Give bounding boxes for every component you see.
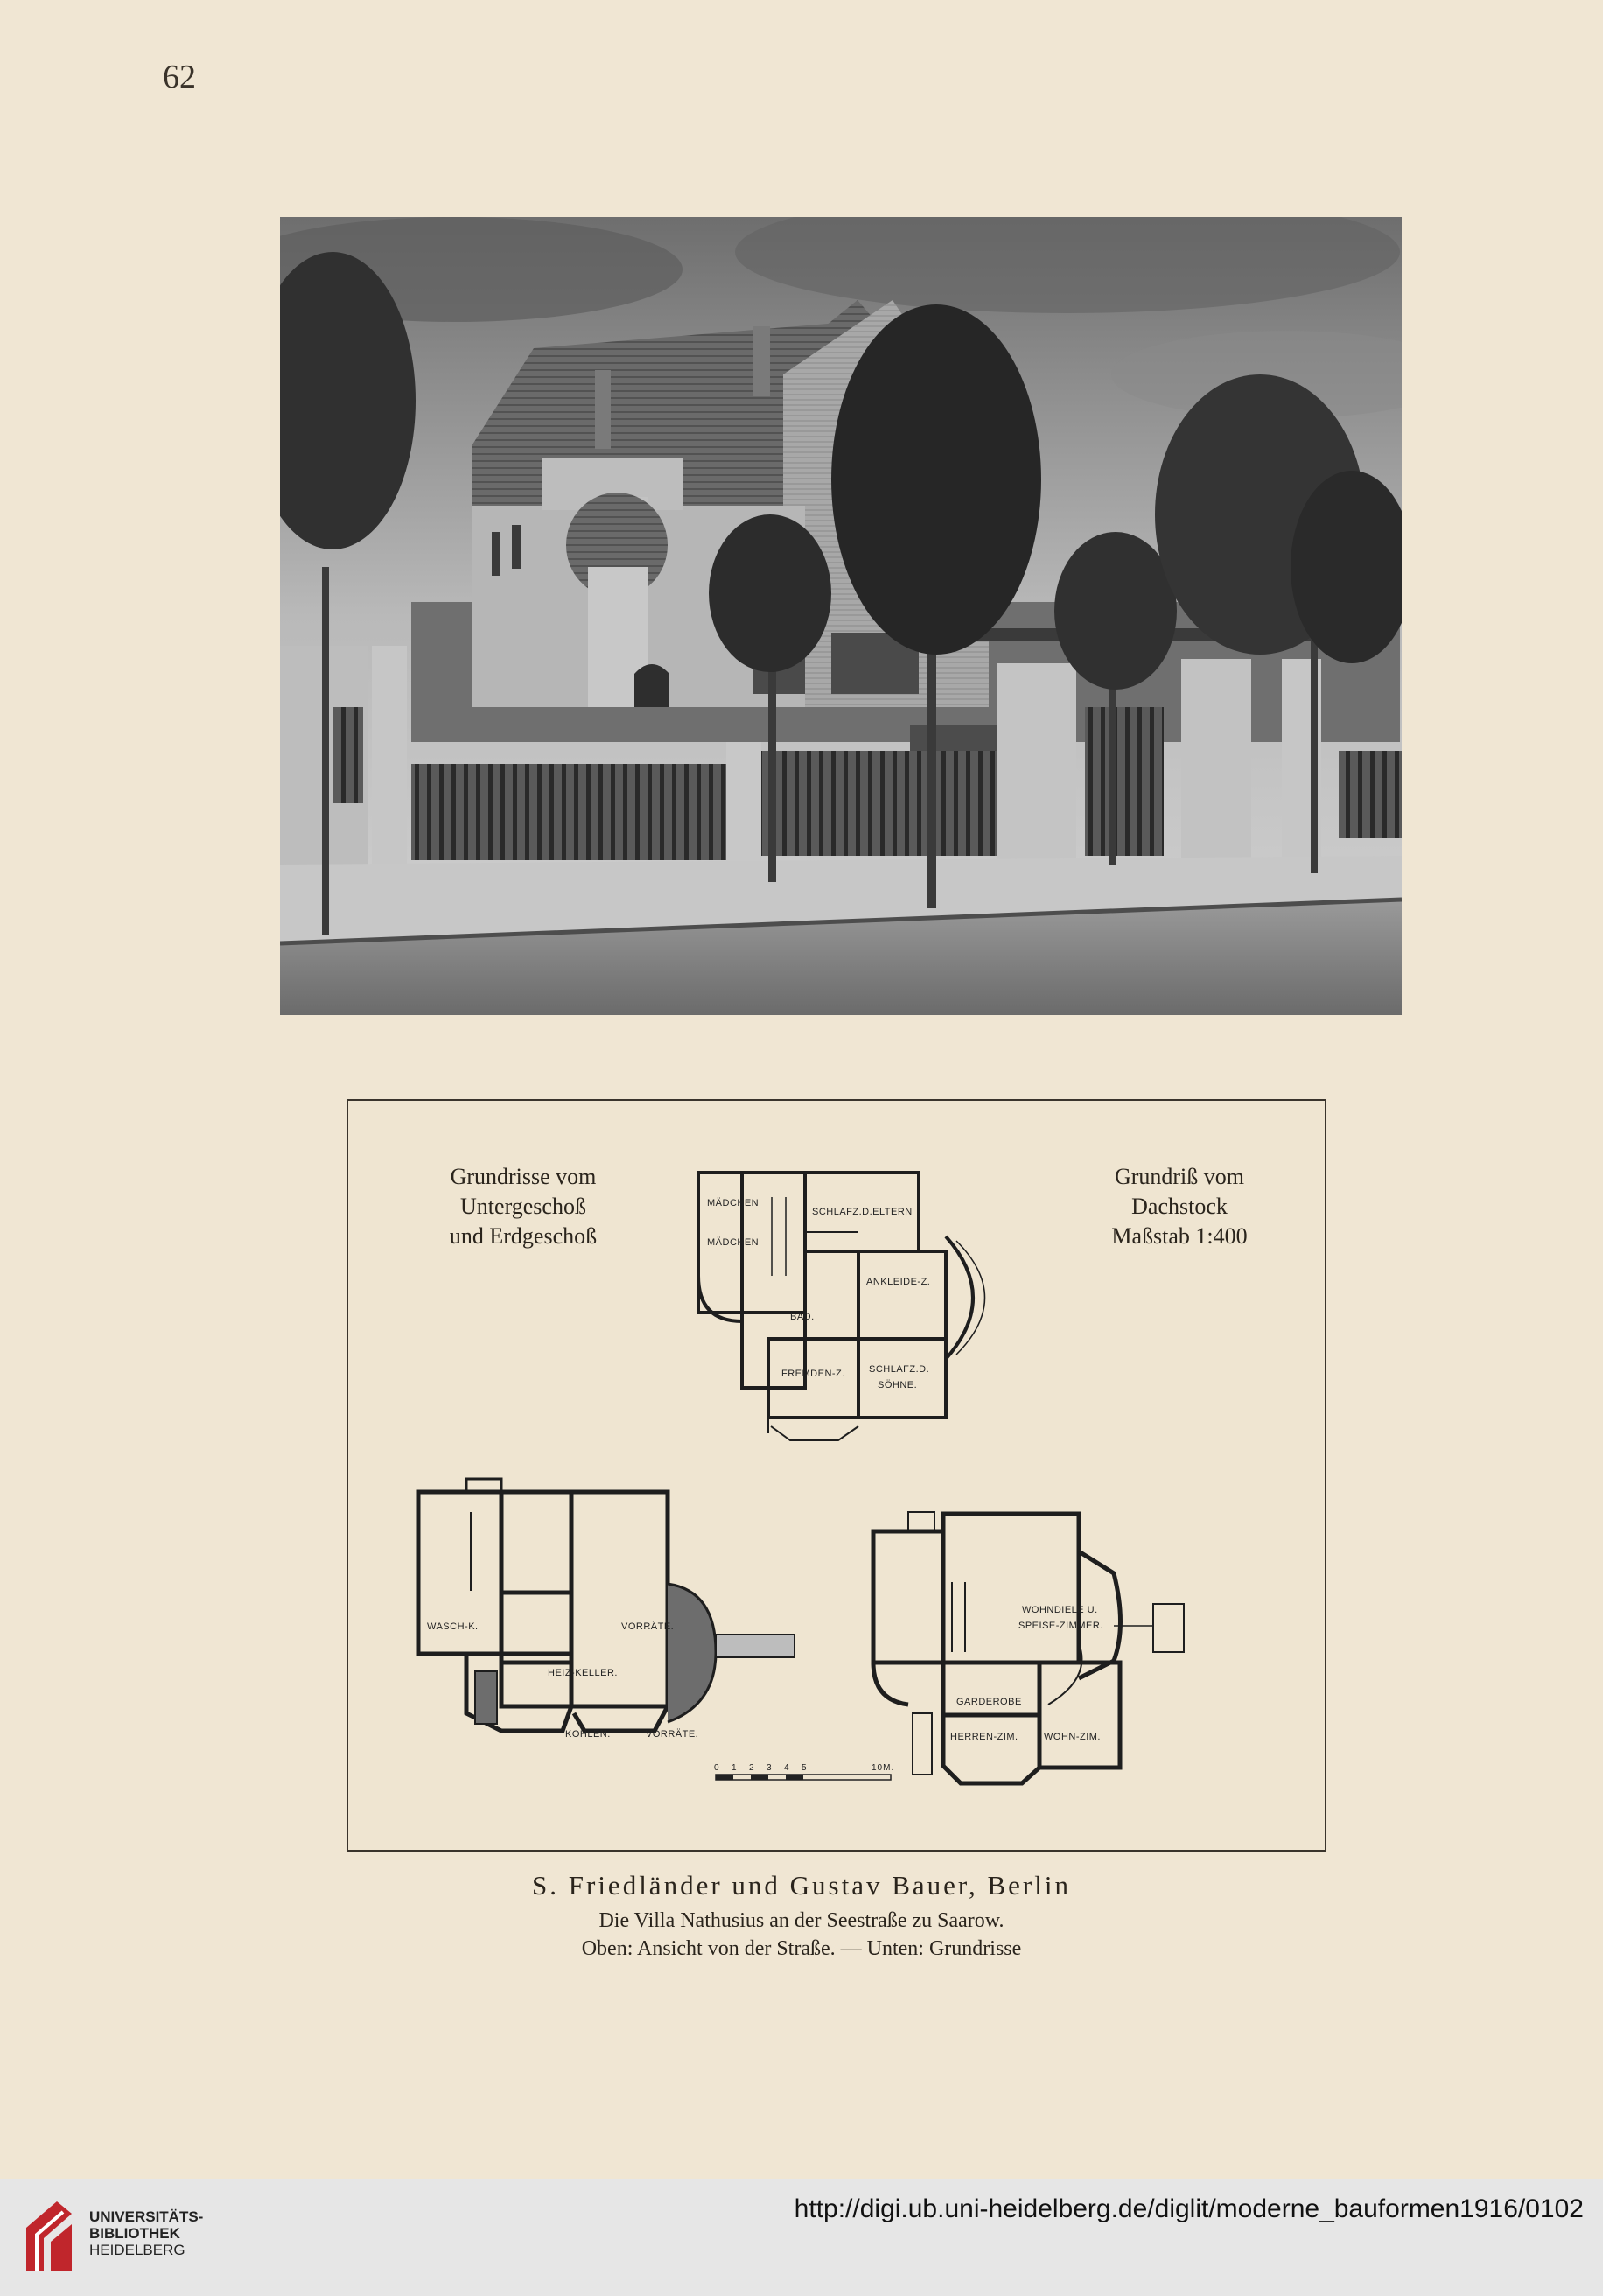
room-label: KOHLEN.: [565, 1729, 611, 1740]
room-label: VORRÄTE.: [621, 1621, 675, 1632]
room-label: MÄDCHEN: [707, 1237, 760, 1248]
room-label: SÖHNE.: [878, 1380, 918, 1390]
room-label: SCHLAFZ.D.: [869, 1364, 930, 1375]
scale-tick-label: 10M.: [872, 1763, 895, 1773]
library-name: [89, 2208, 203, 2258]
page-number: 62: [163, 59, 196, 95]
library-name-line: UNIVERSITÄTS-: [89, 2208, 204, 2225]
caption-architects: S. Friedländer und Gustav Bauer, Berlin: [532, 1870, 1071, 1900]
caption-line: Grundriß vom: [1114, 1164, 1245, 1189]
floor-plan-plate: [346, 1099, 1326, 1852]
scale-bar: [714, 1763, 894, 1780]
room-label: VORRÄTE.: [646, 1729, 699, 1740]
scale-tick-label: 0: [714, 1763, 720, 1773]
caption-description: Oben: Ansicht von der Straße. — Unten: Grundrisse: [581, 1937, 1022, 1960]
ground-floor-plan: [873, 1512, 1184, 1783]
room-label: SCHLAFZ.D.ELTERN: [812, 1207, 913, 1217]
villa-photograph: [280, 217, 1402, 1015]
scale-tick-label: 2: [749, 1763, 755, 1773]
caption-title: Die Villa Nathusius an der Seestraße zu Saarow.: [598, 1909, 1004, 1932]
room-label: ANKLEIDE-Z.: [866, 1277, 931, 1287]
scale-tick-label: 5: [802, 1763, 808, 1773]
room-label: BAD.: [790, 1312, 815, 1322]
caption-line: Maßstab 1:400: [1111, 1223, 1248, 1249]
room-label: WOHNDIELE U.: [1022, 1605, 1098, 1615]
caption-line: Untergeschoß: [460, 1194, 586, 1219]
room-label: WOHN-ZIM.: [1044, 1732, 1101, 1742]
scale-tick-label: 1: [732, 1763, 738, 1773]
room-label: WASCH-K.: [427, 1621, 479, 1632]
room-label: GARDEROBE: [956, 1697, 1022, 1707]
library-footer: [0, 2179, 1603, 2296]
library-logo-icon: [18, 2193, 79, 2280]
source-url-link[interactable]: http://digi.ub.uni-heidelberg.de/diglit/moderne_bauformen1916/0102: [794, 2194, 1584, 2223]
room-label: FREMDEN-Z.: [781, 1368, 845, 1379]
caption-line: Grundrisse vom: [450, 1164, 597, 1189]
room-label: HEIZ-KELLER.: [548, 1668, 618, 1678]
room-label: MÄDCHEN: [707, 1198, 760, 1208]
scale-tick-label: 3: [766, 1763, 773, 1773]
caption-line: Dachstock: [1131, 1194, 1228, 1219]
scale-tick-label: 4: [784, 1763, 790, 1773]
library-name-line: HEIDELBERG: [89, 2242, 186, 2258]
library-name-line: BIBLIOTHEK: [89, 2225, 180, 2242]
basement-plan: [418, 1479, 794, 1731]
room-label: HERREN-ZIM.: [950, 1732, 1018, 1742]
ground-room-labels: [950, 1605, 1103, 1742]
caption-line: und Erdgeschoß: [449, 1223, 598, 1249]
room-label: SPEISE-ZIMMER.: [1018, 1620, 1103, 1631]
